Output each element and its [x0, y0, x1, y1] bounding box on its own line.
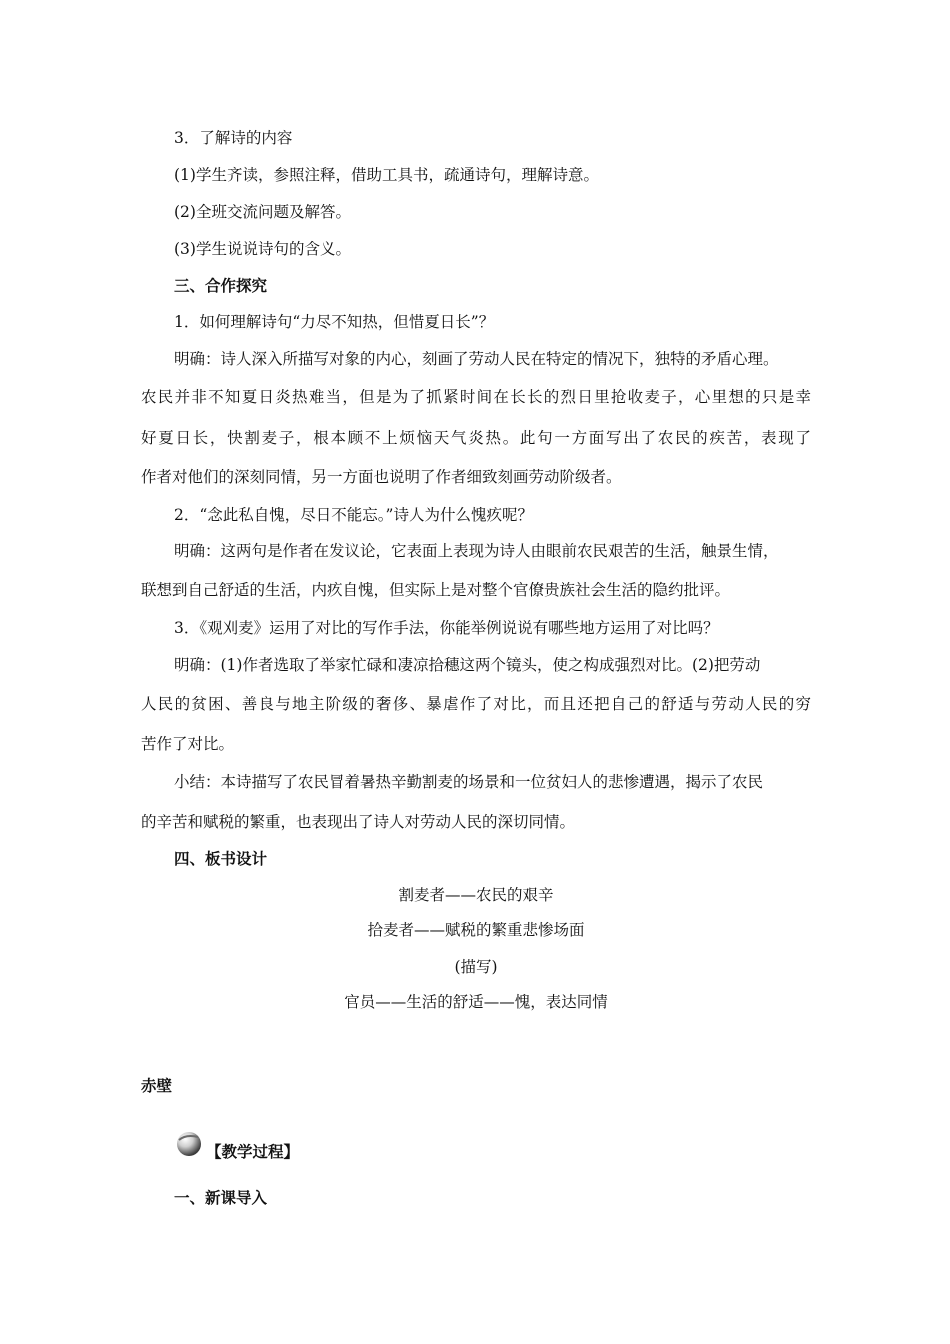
sub-item-1: (1)学生齐读，参照注释，借助工具书，疏通诗句，理解诗意。 [174, 166, 599, 184]
sphere-bullet-icon [174, 1128, 204, 1158]
section-heading-4: 四、板书设计 [174, 850, 268, 868]
item-3-heading: 3．了解诗的内容 [174, 129, 293, 147]
answer-2-line-1: 明确：这两句是作者在发议论，它表面上表现为诗人由眼前农民艰苦的生活，触景生情， [174, 542, 779, 560]
section-heading-3: 三、合作探究 [174, 277, 268, 295]
summary-line-2: 的辛苦和赋税的繁重，也表现出了诗人对劳动人民的深切同情。 [141, 813, 576, 831]
answer-2-line-2: 联想到自己舒适的生活，内疚自愧，但实际上是对整个官僚贵族社会生活的隐约批评。 [141, 581, 731, 599]
teaching-process-heading: 【教学过程】 [206, 1143, 300, 1161]
question-1: 1．如何理解诗句“力尽不知热，但惜夏日长”？ [174, 313, 495, 331]
board-line-4: 官员——生活的舒适——愧，表达同情 [344, 993, 608, 1011]
answer-3-line-1: 明确：(1)作者选取了举家忙碌和凄凉拾穗这两个镜头，使之构成强烈对比。(2)把劳动 [174, 656, 761, 674]
answer-3-line-2: 人民的贫困、善良与地主阶级的奢侈、暴虐作了对比，而且还把自己的舒适与劳动人民的穷 [141, 695, 811, 713]
question-3: 3．《观刈麦》运用了对比的写作手法，你能举例说说有哪些地方运用了对比吗？ [174, 619, 719, 637]
sub-item-3: (3)学生说说诗句的含义。 [174, 240, 351, 258]
board-line-1: 割麦者——农民的艰辛 [398, 886, 554, 904]
sub-item-2: (2)全班交流问题及解答。 [174, 203, 351, 221]
answer-3-line-3: 苦作了对比。 [141, 735, 235, 753]
summary-line-1: 小结：本诗描写了农民冒着暑热辛勤割麦的场景和一位贫妇人的悲惨遭遇，揭示了农民 [174, 773, 764, 791]
question-2: 2．“念此私自愧，尽日不能忘。”诗人为什么愧疚呢？ [174, 506, 533, 524]
lesson-title: 赤壁 [141, 1077, 173, 1095]
answer-1-line-4: 作者对他们的深刻同情，另一方面也说明了作者细致刻画劳动阶级者。 [141, 468, 622, 486]
board-line-3: (描写) [454, 958, 498, 976]
new-lesson-intro-heading: 一、新课导入 [174, 1189, 268, 1207]
answer-1-line-1: 明确：诗人深入所描写对象的内心，刻画了劳动人民在特定的情况下，独特的矛盾心理。 [174, 350, 779, 368]
answer-1-line-2: 农民并非不知夏日炎热难当，但是为了抓紧时间在长长的烈日里抢收麦子，心里想的只是幸 [141, 388, 811, 406]
board-line-2: 拾麦者——赋税的繁重悲惨场面 [367, 921, 585, 939]
answer-1-line-3: 好夏日长，快割麦子，根本顾不上烦恼天气炎热。此句一方面写出了农民的疾苦，表现了 [141, 429, 811, 447]
